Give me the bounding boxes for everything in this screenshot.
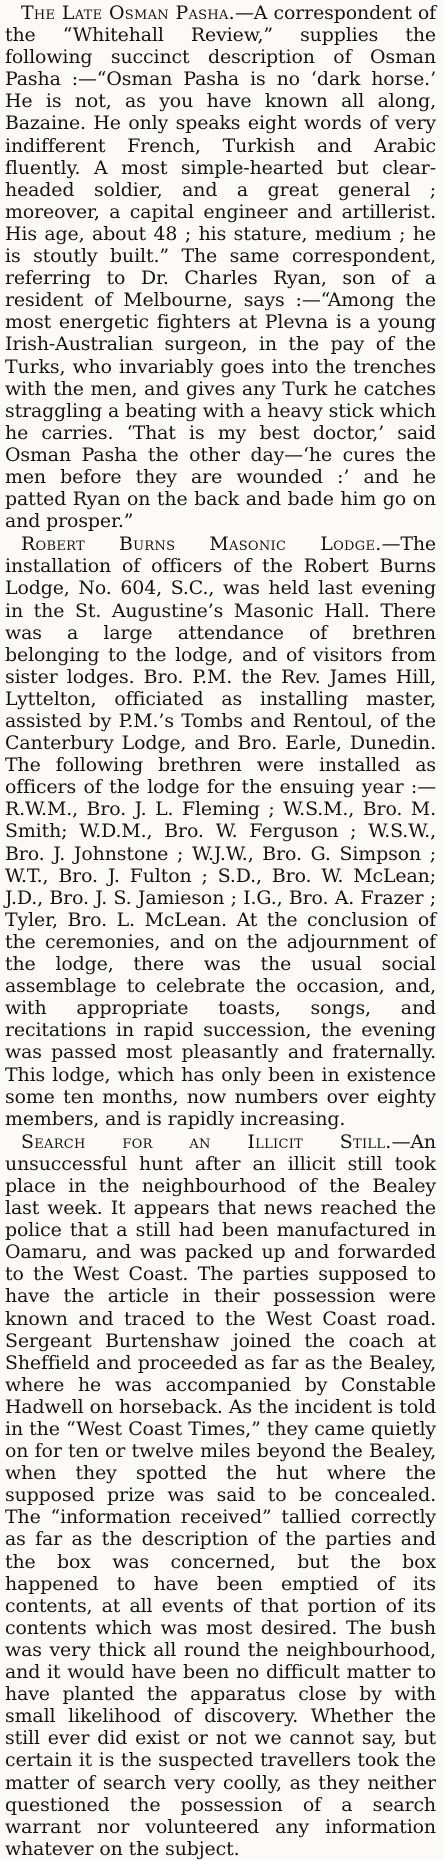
article-osman-pasha <box>5 2 436 532</box>
article-headline: The Late Osman Pasha. <box>21 2 235 24</box>
article-body: —A correspondent of the “Whitehall Review,” supplies the following succinct description of Osman Pasha :—“Osman Pasha is no ‘dark horse.’ He is not, as you have known all along, Bazaine. He only speaks eight words of very indifferent French, Turkish and Arabic fluently. A most simple-hearted but clear-headed soldier, and a great general ; moreover, a capital engineer and artillerist. His age, about 48 ; his stature, medium ; he is stoutly built.” The same correspondent, referring to Dr. Charles Ryan, son of a resident of Melbourne, says :—“Among the most energetic fighters at Plevna is a young Irish-Australian surgeon, in the pay of the Turks, who invariably goes into the trenches with the men, and gives any Turk he catches straggling a beating with a heavy stick which he carries. ‘That is my best doctor,’ said Osman Pasha the other day—‘he cures the men before they are wounded :’ and he patted Ryan on the back and bade him go on and prosper.” <box>5 2 437 533</box>
news-column <box>5 2 436 1860</box>
article-headline: Search for an Illicit Still. <box>21 1130 392 1153</box>
article-body: —The installation of officers of the Robert Burns Lodge, No. 604, S.C., was held last evening in the St. Augustine’s Masonic Hall. There was a large attendance of brethren belonging to the lodge, and of visitors from sister lodges. Bro. P.M. the Rev. James Hill, Lyttelton, officiated as installing master, assisted by P.M.’s Tombs and Rentoul, of the Canterbury Lodge, and Bro. Earle, Dunedin. The following brethren were installed as officers of the lodge for the ensuing year :—R.W.M., Bro. J. L. Fleming ; W.S.M., Bro. M. Smith; W.D.M., Bro. W. Ferguson ; W.S.W., Bro. J. Johnstone ; W.J.W., Bro. G. Simpson ; W.T., Bro. J. Fulton ; S.D., Bro. W. McLean; J.D., Bro. J. S. Jamieson ; I.G., Bro. A. Frazer ; Tyler, Bro. L. McLean. At the conclusion of the ceremonies, and on the adjournment of the lodge, there was the usual social assemblage to celebrate the occasion, and, with appropriate toasts, songs, and recitations in rapid succession, the evening was passed most pleasantly and fraternally. This lodge, which has only been in existence some ten months, now numbers over eighty members, and is rapidly increasing. <box>5 533 436 1130</box>
article-headline: Robert Burns Masonic Lodge. <box>21 533 382 556</box>
article-body: —An unsuccessful hunt after an illicit still took place in the neighbourhood of the Bealey last week. It appears that news reached the police that a still had been manufactured in Oamaru, and was packed up and forwarded to the West Coast. The parties supposed to have the article in their possession were known and traced to the West Coast road. Sergeant Burtenshaw joined the coach at Sheffield and proceeded as far as the Bealey, where he was accompanied by Constable Hadwell on horseback. As the incident is told in the “West Coast Times,” they came quietly on for ten or twelve miles beyond the Bealey, when they spotted the hut where the supposed prize was said to be concealed. The “information received” tallied correctly as far as the description of the parties and the box was concerned, but the box happened to have been emptied of its contents, at all events of that portion of its contents which was most desired. The bush was very thick all round the neighbourhood, and it would have been no difficult matter to have planted the apparatus close by with small likelihood of discovery. Whether the still ever did exist or not we cannot say, but certain it is the suspected travellers took the matter of search very coolly, as they neither questioned the possession of a search warrant nor volunteered any information whatever on the subject. <box>5 1130 436 1860</box>
article-robert-burns-lodge <box>5 533 436 1130</box>
article-illicit-still <box>5 1131 436 1860</box>
